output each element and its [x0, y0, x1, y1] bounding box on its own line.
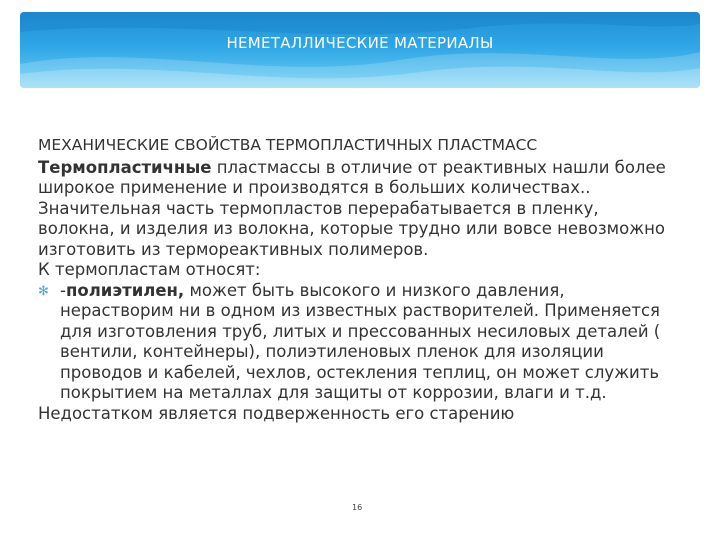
snowflake-bullet-icon: ✻ — [38, 283, 49, 299]
intro-paragraph — [38, 158, 678, 261]
header-bar — [20, 12, 700, 88]
list-item — [38, 281, 678, 404]
slide-title: НЕМЕТАЛЛИЧЕСКИЕ МАТЕРИАЛЫ — [226, 34, 494, 52]
intro-text: пластмассы в отличие от реактивных нашли более широкое применение и производятся в больших количествах.. Значительная часть термопластов перерабатывается в пленку, волокна, и изделия из волокна, которые трудно или вовсе невозможно изготовить из термореактивных полимеров. — [38, 157, 666, 259]
closing-paragraph: Недостатком является подверженность его старению — [38, 403, 515, 423]
bullet-text: может быть высокого и низкого давления, нерастворим ни в одном из известных растворителей. Применяется для изготовления труб, литых и прессованных несиловых деталей ( вентили, контейнеры), полиэтиленовых пленок для изоляции проводов и кабелей, чехлов, остекления теплиц, он может служить покрытием на металлах для защиты от коррозии, влаги и т.д. — [60, 280, 661, 402]
page-number: 16 — [352, 503, 363, 512]
intro-bold-term: Термопластичные — [38, 157, 212, 177]
slide-content — [38, 135, 678, 424]
section-heading: МЕХАНИЧЕСКИЕ СВОЙСТВА ТЕРМОПЛАСТИЧНЫХ ПЛАСТМАСС — [38, 136, 538, 154]
bullet-bold-term: полиэтилен, — [65, 280, 185, 300]
list-intro: К термопластам относят: — [38, 260, 261, 279]
bullet-prefix: - — [60, 280, 66, 300]
